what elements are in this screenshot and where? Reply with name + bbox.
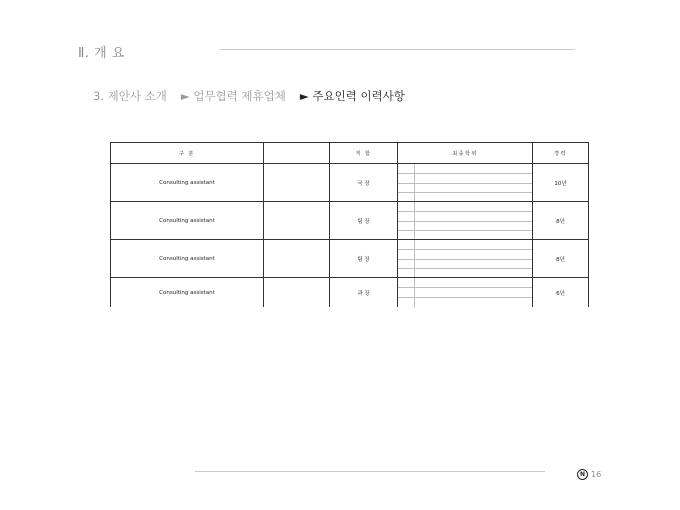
header-name: [264, 143, 330, 164]
cell-category: Consulting assistant: [111, 164, 264, 202]
breadcrumb-item-company-intro: 3. 제안사 소개: [93, 89, 167, 103]
cell-experience: 10년: [533, 164, 589, 202]
breadcrumb: [93, 88, 405, 104]
cell-category: Consulting assistant: [111, 240, 264, 278]
cell-experience: 6년: [533, 278, 589, 308]
breadcrumb-item-partners: ► 업무협력 제휴업체: [180, 89, 286, 103]
header-degree: 최종학위: [398, 143, 533, 164]
cell-career: [398, 202, 533, 240]
top-divider: [220, 49, 575, 50]
cell-name: [264, 240, 330, 278]
cell-category: Consulting assistant: [111, 278, 264, 308]
cell-title: 팀 장: [330, 240, 398, 278]
cell-category: Consulting assistant: [111, 202, 264, 240]
cell-experience: 8년: [533, 240, 589, 278]
header-experience: 경력: [533, 143, 589, 164]
page-number: 16: [591, 470, 602, 479]
section-title: Ⅱ. 개 요: [78, 46, 125, 61]
cell-career: [398, 278, 533, 308]
breadcrumb-current: ► 주요인력 이력사항: [299, 89, 405, 103]
table-row: [111, 202, 589, 240]
cell-name: [264, 278, 330, 308]
cell-title: 팀 장: [330, 202, 398, 240]
table-header-row: [111, 143, 589, 164]
cell-career: [398, 164, 533, 202]
cell-name: [264, 164, 330, 202]
header-title: 직 함: [330, 143, 398, 164]
table-row: [111, 164, 589, 202]
cell-title: 과 장: [330, 278, 398, 308]
staff-career-table: [110, 142, 589, 307]
cell-title: 국 장: [330, 164, 398, 202]
table-row: [111, 240, 589, 278]
table-row: [111, 278, 589, 308]
company-logo-icon: N: [577, 469, 588, 480]
cell-experience: 8년: [533, 202, 589, 240]
bottom-divider: [195, 471, 545, 472]
cell-name: [264, 202, 330, 240]
cell-career: [398, 240, 533, 278]
header-category: 구 분: [111, 143, 264, 164]
page-footer: [577, 469, 601, 480]
